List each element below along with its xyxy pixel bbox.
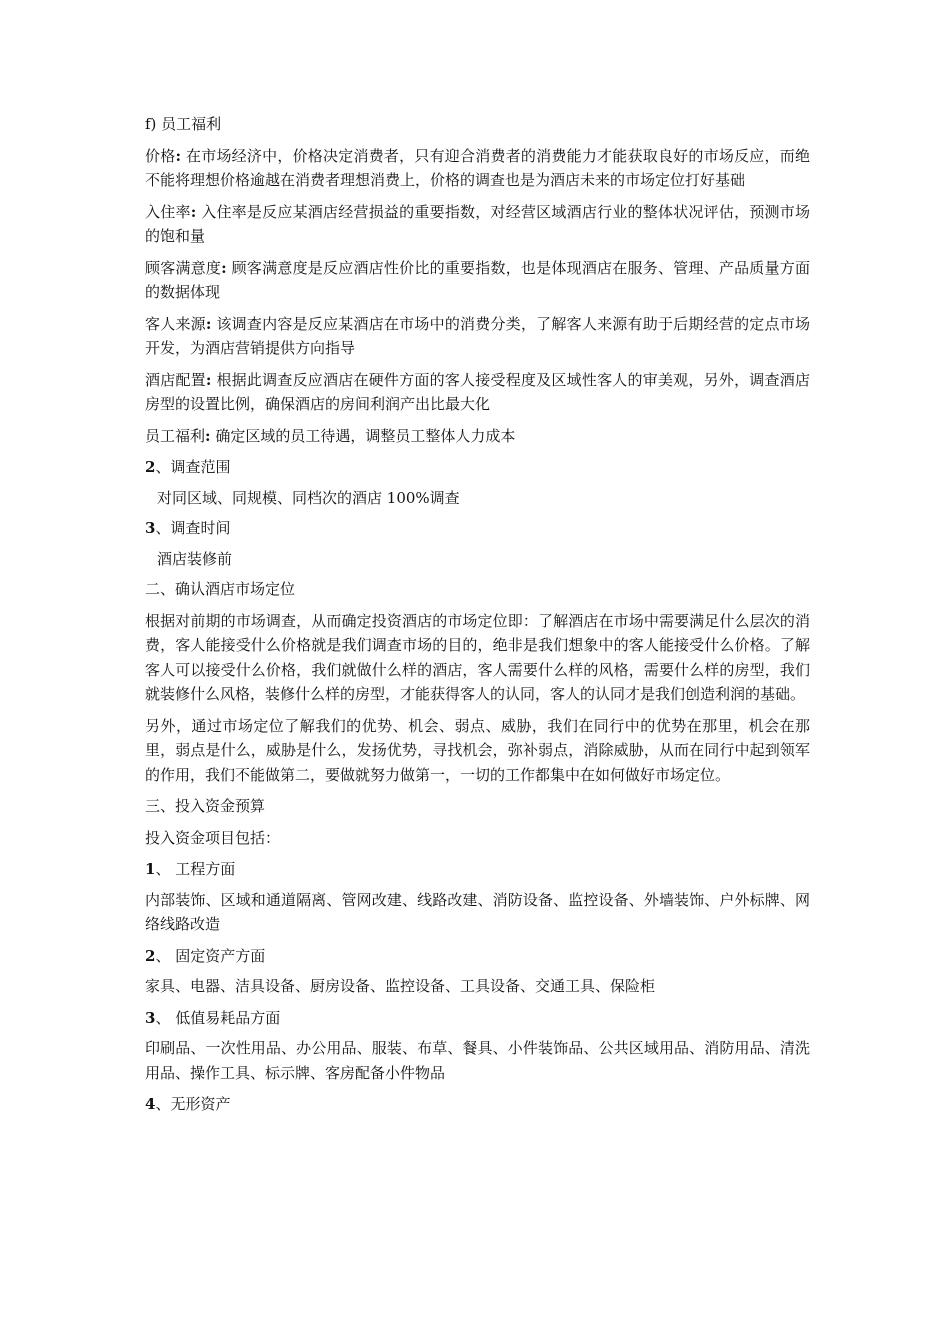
- body-paragraph: 三、投入资金预算: [145, 797, 266, 815]
- heading-text: 、 固定资产方面: [155, 946, 266, 965]
- term-description: 确定区域的员工待遇，调整员工整体人力成本: [210, 426, 516, 445]
- body-paragraph: f) 员工福利: [145, 115, 222, 133]
- heading-number: 2: [145, 946, 156, 965]
- term-colon: :: [175, 146, 181, 165]
- term-paragraph: [145, 312, 810, 361]
- numbered-heading: [145, 455, 810, 480]
- body-paragraph: 投入资金项目包括：: [145, 828, 281, 847]
- term-colon: :: [190, 202, 197, 221]
- document-page: [145, 112, 810, 1123]
- heading-text: 、调查范围: [155, 458, 231, 476]
- heading-text: 、无形资产: [155, 1095, 231, 1113]
- heading-number: 3: [145, 1008, 156, 1027]
- term-description: 入住率是反应某酒店经营损益的重要指数，对经营区域酒店行业的整体状况评估，预测市场的饱和量: [145, 202, 810, 245]
- body-paragraph: 印刷品、一次性用品、办公用品、服装、布草、餐具、小件装饰品、公共区域用品、消防用品、清洗用品、操作工具、标示牌、客房配备小件物品: [145, 1039, 810, 1082]
- term-paragraph: [145, 256, 810, 305]
- term-colon: :: [205, 314, 212, 333]
- term-description: 根据此调查反应酒店在硬件方面的客人接受程度及区域性客人的审美观，另外，调查酒店房型的设置比例，确保酒店的房间利润产出比最大化: [145, 370, 810, 413]
- numbered-heading: [145, 516, 810, 541]
- term-label: 酒店配置: [145, 370, 206, 389]
- heading-number: 4: [145, 1095, 156, 1113]
- heading-number: 1: [145, 860, 156, 878]
- body-paragraph: 另外，通过市场定位了解我们的优势、机会、弱点、威胁，我们在同行中的优势在那里，机会在那里，弱点是什么，威胁是什么，发扬优势，寻找机会，弥补弱点，消除威胁，从而在同行中起到领军的作用，我们不能做第二，要做就努力做第一，一切的工作都集中在如何做好市场定位。: [145, 716, 810, 784]
- numbered-heading: [145, 1092, 810, 1117]
- term-label: 员工福利: [145, 426, 206, 445]
- body-paragraph: 二、确认酒店市场定位: [145, 580, 296, 598]
- term-colon: :: [221, 258, 227, 277]
- term-paragraph: [145, 200, 810, 249]
- heading-number: 2: [145, 458, 156, 476]
- heading-number: 3: [145, 519, 156, 537]
- heading-text: 、 工程方面: [155, 860, 236, 878]
- indented-line: 对同区域、同规模、同档次的酒店 100%调查: [157, 488, 460, 507]
- term-description: 该调查内容是反应某酒店在市场中的消费分类，了解客人来源有助于后期经营的定点市场开发，为酒店营销提供方向指导: [145, 314, 810, 357]
- term-colon: :: [205, 370, 212, 389]
- term-label: 价格: [145, 146, 176, 165]
- numbered-heading: [145, 1006, 810, 1031]
- term-description: 在市场经济中，价格决定消费者，只有迎合消费者的消费能力才能获取良好的市场反应，而绝不能将理想价格逾越在消费者理想消费上，价格的调查也是为酒店未来的市场定位打好基础: [145, 146, 810, 189]
- indented-line: 酒店装修前: [157, 549, 233, 568]
- body-paragraph: 家具、电器、洁具设备、厨房设备、监控设备、工具设备、交通工具、保险柜: [145, 977, 656, 995]
- term-label: 入住率: [145, 202, 191, 221]
- heading-text: 、调查时间: [155, 519, 231, 537]
- term-paragraph: [145, 368, 810, 417]
- numbered-heading: [145, 857, 810, 882]
- body-paragraph: 内部装饰、区域和通道隔离、管网改建、线路改建、消防设备、监控设备、外墙装饰、户外标牌、网络线路改造: [145, 890, 810, 933]
- term-label: 客人来源: [145, 314, 206, 333]
- term-label: 顾客满意度: [145, 258, 222, 277]
- body-paragraph: 根据对前期的市场调查，从而确定投资酒店的市场定位即：了解酒店在市场中需要满足什么层次的消费，客人能接受什么价格就是我们调查市场的目的，绝非是我们想象中的客人能接受什么价格。了解客人可以接受什么价格，我们就做什么样的酒店，客人需要什么样的风格，需要什么样的房型，我们就装修什么风格，装修什么样的房型，才能获得客人的认同，客人的认同才是我们创造利润的基础。: [145, 611, 810, 703]
- heading-text: 、 低值易耗品方面: [155, 1008, 281, 1027]
- term-paragraph: [145, 424, 810, 449]
- term-colon: :: [205, 426, 211, 445]
- term-paragraph: [145, 144, 810, 193]
- term-description: 顾客满意度是反应酒店性价比的重要指数，也是体现酒店在服务、管理、产品质量方面的数据体现: [145, 258, 810, 301]
- numbered-heading: [145, 944, 810, 969]
